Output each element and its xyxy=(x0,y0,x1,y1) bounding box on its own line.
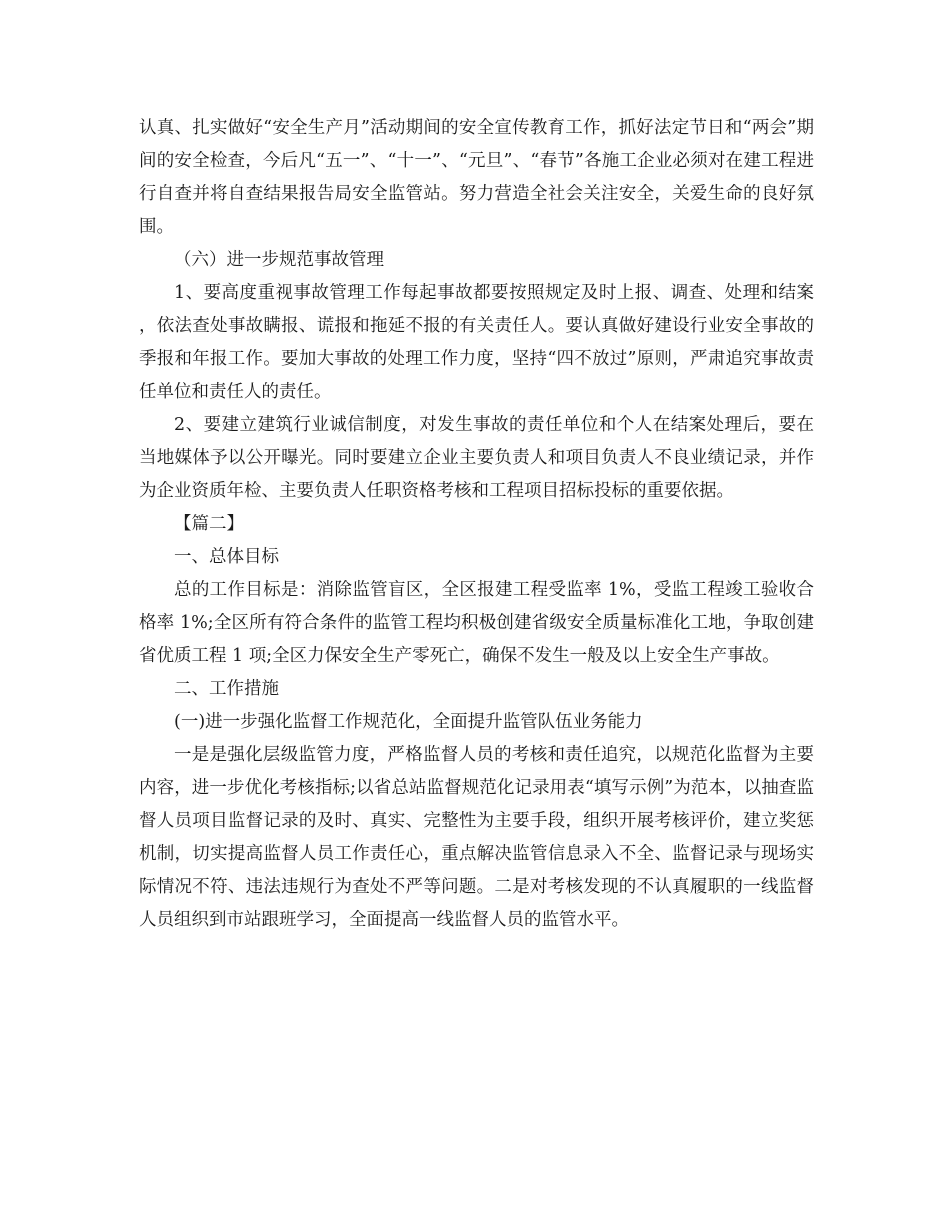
subsection-heading-1: (一)进一步强化监督工作规范化，全面提升监管队伍业务能力 xyxy=(174,712,643,732)
document-page xyxy=(139,112,814,937)
paragraph-measures: 一是是强化层级监管力度，严格监督人员的考核和责任追究，以规范化监督为主要内容，进一步优化考核指标;以省总站监督规范化记录用表“填写示例”为范本，以抽查监督人员项目监督记录的及时、真实、完整性为主要手段，组织开展考核评价，建立奖惩机制，切实提高监督人员工作责任心，重点解决监管信息录入不全、监督记录与现场实际情况不符、违法违规行为查处不严等问题。二是对考核发现的不认真履职的一线监督人员组织到市站跟班学习，全面提高一线监督人员的监管水平。 xyxy=(139,745,814,930)
section-heading-6: （六）进一步规范事故管理 xyxy=(174,250,384,270)
section-heading-goals: 一、总体目标 xyxy=(174,547,279,567)
part-heading: 【篇二】 xyxy=(174,514,244,534)
paragraph-item-1: 1、要高度重视事故管理工作每起事故都要按照规定及时上报、调查、处理和结案，依法查处事故瞒报、谎报和拖延不报的有关责任人。要认真做好建设行业安全事故的季报和年报工作。要加大事故的处理工作力度，坚持“四不放过”原则，严肃追究事故责任单位和责任人的责任。 xyxy=(139,283,814,402)
paragraph-intro: 认真、扎实做好“安全生产月”活动期间的安全宣传教育工作，抓好法定节日和“两会”期间的安全检查，今后凡“五一”、“十一”、“元旦”、“春节”各施工企业必须对在建工程进行自查并将自查结果报告局安全监管站。努力营造全社会关注安全，关爱生命的良好氛围。 xyxy=(139,118,814,237)
paragraph-goals: 总的工作目标是：消除监管盲区，全区报建工程受监率 1%，受监工程竣工验收合格率 1%;全区所有符合条件的监管工程均积极创建省级安全质量标准化工地，争取创建省优质工程 1 项;全区力保安全生产零死亡，确保不发生一般及以上安全生产事故。 xyxy=(139,580,814,666)
paragraph-item-2: 2、要建立建筑行业诚信制度，对发生事故的责任单位和个人在结案处理后，要在当地媒体予以公开曝光。同时要建立企业主要负责人和项目负责人不良业绩记录，并作为企业资质年检、主要负责人任职资格考核和工程项目招标投标的重要依据。 xyxy=(139,415,814,501)
section-heading-measures: 二、工作措施 xyxy=(174,679,279,699)
